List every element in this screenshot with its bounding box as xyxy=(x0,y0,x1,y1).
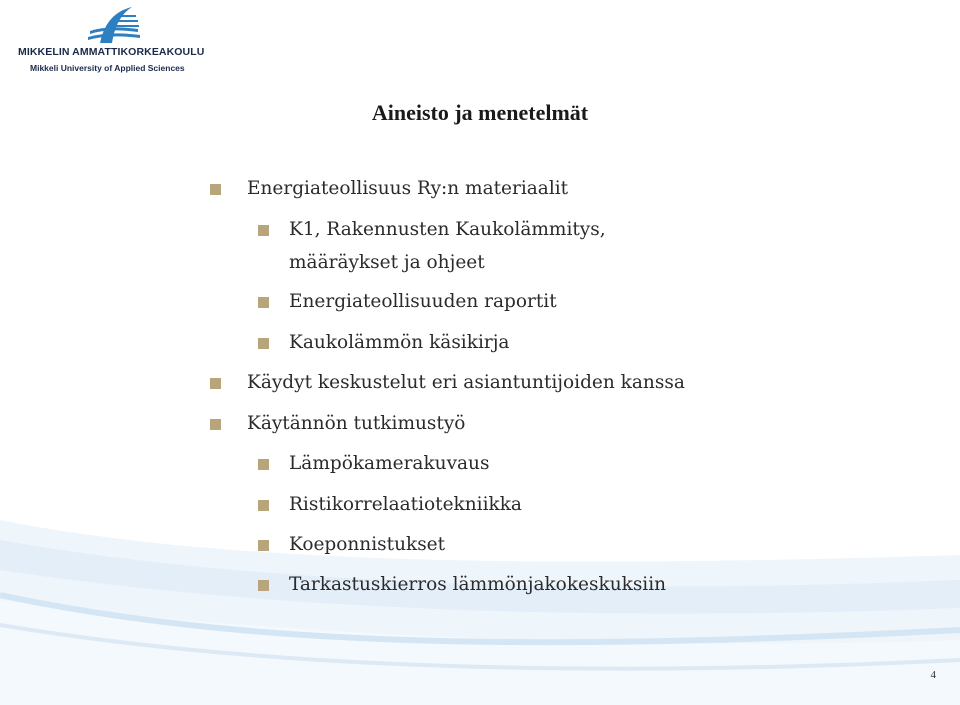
bullet-text: Lämpökamerakuvaus xyxy=(289,453,490,474)
bullet-item xyxy=(289,219,606,241)
bullet-item xyxy=(289,494,522,516)
bullet-item xyxy=(247,178,568,200)
bullet-square-icon xyxy=(210,184,221,195)
bullet-text: Ristikorrelaatiotekniikka xyxy=(289,494,522,515)
bullet-square-icon xyxy=(258,459,269,470)
bullet-item xyxy=(289,453,489,475)
bullet-text: Energiateollisuuden raportit xyxy=(289,291,557,312)
bullet-text: Käytännön tutkimustyö xyxy=(247,413,466,434)
bullet-square-icon xyxy=(258,500,269,511)
slide-title: Aineisto ja menetelmät xyxy=(371,100,589,125)
bullet-square-icon xyxy=(258,338,269,349)
bullet-square-icon xyxy=(210,378,221,389)
bullet-text: Koeponnistukset xyxy=(289,534,446,555)
bullet-item xyxy=(289,291,557,313)
bullet-text: K1, Rakennusten Kaukolämmitys, xyxy=(289,219,606,240)
bullet-item xyxy=(247,372,685,394)
bullet-text: Tarkastuskierros lämmönjakokeskuksiin xyxy=(289,574,667,595)
page-number: 4 xyxy=(930,669,936,681)
bullet-square-icon xyxy=(258,297,269,308)
bullet-square-icon xyxy=(258,580,269,591)
bullet-text: Kaukolämmön käsikirja xyxy=(289,332,510,353)
bullet-item xyxy=(247,413,465,435)
bullet-square-icon xyxy=(210,419,221,430)
bullet-text: Energiateollisuus Ry:n materiaalit xyxy=(247,178,569,199)
bullet-item xyxy=(289,534,445,556)
bullet-text: määräykset ja ohjeet xyxy=(289,252,485,273)
bullet-continuation xyxy=(289,252,485,274)
bullet-text: Käydyt keskustelut eri asiantuntijoiden kanssa xyxy=(247,372,685,393)
bullet-item xyxy=(289,332,509,354)
logo-name: MIKKELIN AMMATTIKORKEAKOULU xyxy=(18,46,205,58)
bullet-square-icon xyxy=(258,540,269,551)
bullet-item xyxy=(289,574,666,596)
bullet-square-icon xyxy=(258,225,269,236)
logo-subtitle: Mikkeli University of Applied Sciences xyxy=(30,63,185,73)
